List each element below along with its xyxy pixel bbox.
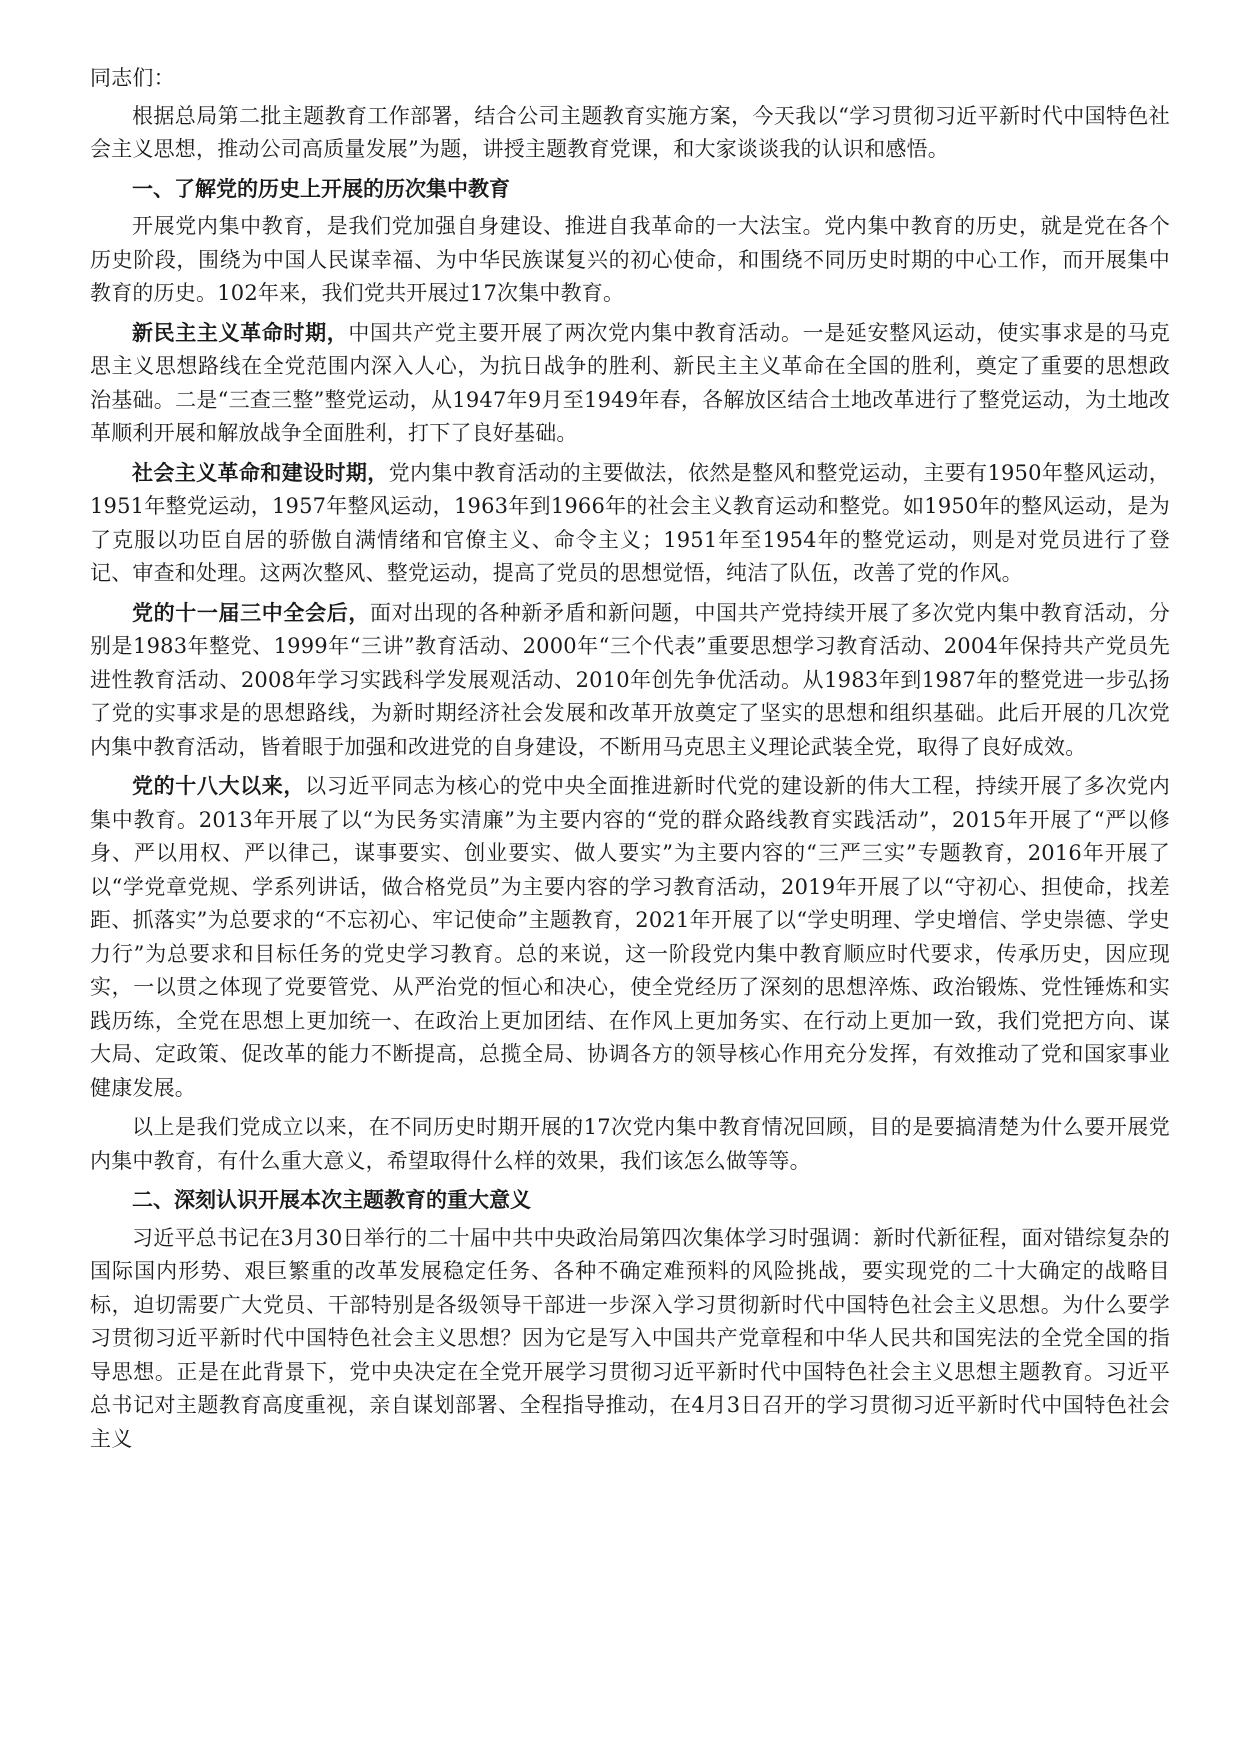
- paragraph: [90, 457, 1170, 591]
- paragraph: [90, 597, 1170, 765]
- paragraph-lead: 党的十一届三中全会后，: [132, 600, 370, 625]
- paragraph: [90, 770, 1170, 1105]
- paragraph: 开展党内集中教育，是我们党加强自身建设、推进自我革命的一大法宝。党内集中教育的历史，就是党在各个历史阶段，围绕为中国人民谋幸福、为中华民族谋复兴的初心使命，和围绕不同历史时期的中心工作，而开展集中教育的历史。102年来，我们党共开展过17次集中教育。: [90, 214, 1170, 305]
- paragraph-lead: 党的十八大以来，: [132, 774, 306, 798]
- paragraph-text: 面对出现的各种新矛盾和新问题，中国共产党持续开展了多次党内集中教育活动，分别是1983年整党、1999年“三讲”教育活动、2000年“三个代表”重要思想学习教育活动、2004年保持共产党员先进性教育活动、2008年学习实践科学发展观活动、2010年创先争优活动。从1983年到1987年的整党进一步弘扬了党的实事求是的思想路线，为新时期经济社会发展和改革开放奠定了坚实的思想和组织基础。此后开展的几次党内集中教育活动，皆着眼于加强和改进党的自身建设，不断用马克思主义理论武装全党，取得了良好成效。: [90, 600, 1170, 759]
- paragraph: [90, 317, 1170, 451]
- section-heading-2: 二、深刻认识开展本次主题教育的重大意义: [132, 1188, 531, 1212]
- paragraph-lead: 新民主主义革命时期，: [132, 320, 349, 345]
- section-heading-1: 一、了解党的历史上开展的历次集中教育: [132, 176, 510, 201]
- paragraph: 以上是我们党成立以来，在不同历史时期开展的17次党内集中教育情况回顾，目的是要搞清楚为什么要开展党内集中教育，有什么重大意义，希望取得什么样的效果，我们该怎么做等等。: [90, 1115, 1170, 1173]
- intro-paragraph: 根据总局第二批主题教育工作部署，结合公司主题教育实施方案，今天我以“学习贯彻习近平新时代中国特色社会主义思想，推动公司高质量发展”为题，讲授主题教育党课，和大家谈谈我的认识和感悟。: [90, 103, 1170, 161]
- salutation: 同志们：: [90, 66, 175, 90]
- paragraph-text: 以习近平同志为核心的党中央全面推进新时代党的建设新的伟大工程，持续开展了多次党内集中教育。2013年开展了以“为民务实清廉”为主要内容的“党的群众路线教育实践活动”，2015年开展了“严以修身、严以用权、严以律己，谋事要实、创业要实、做人要实”为主要内容的“三严三实”专题教育，2016年开展了以“学党章党规、学系列讲话，做合格党员”为主要内容的学习教育活动，2019年开展了以“守初心、担使命，找差距、抓落实”为总要求的“不忘初心、牢记使命”主题教育，2021年开展了以“学史明理、学史增信、学史崇德、学史力行”为总要求和目标任务的党史学习教育。总的来说，这一阶段党内集中教育顺应时代要求，传承历史，因应现实，一以贯之体现了党要管党、从严治党的恒心和决心，使全党经历了深刻的思想淬炼、政治锻炼、党性锤炼和实践历练，全党在思想上更加统一、在政治上更加团结、在作风上更加务实、在行动上更加一致，我们党把方向、谋大局、定政策、促改革的能力不断提高，总揽全局、协调各方的领导核心作用充分发挥，有效推动了党和国家事业健康发展。: [90, 774, 1170, 1100]
- paragraph-text: 党内集中教育活动的主要做法，依然是整风和整党运动，主要有1950年整风运动，1951年整党运动，1957年整风运动，1963年到1966年的社会主义教育运动和整党。如1950年的整风运动，是为了克服以功臣自居的骄傲自满情绪和官僚主义、命令主义；1951年至1954年的整党运动，则是对党员进行了登记、审查和处理。这两次整风、整党运动，提高了党员的思想觉悟，纯洁了队伍，改善了党的作风。: [90, 460, 1170, 585]
- paragraph: 习近平总书记在3月30日举行的二十届中共中央政治局第四次集体学习时强调：新时代新征程，面对错综复杂的国际国内形势、艰巨繁重的改革发展稳定任务、各种不确定难预料的风险挑战，要实现党的二十大确定的战略目标，迫切需要广大党员、干部特别是各级领导干部进一步深入学习贯彻新时代中国特色社会主义思想。为什么要学习贯彻习近平新时代中国特色社会主义思想？因为它是写入中国共产党章程和中华人民共和国宪法的全党全国的指导思想。正是在此背景下，党中央决定在全党开展学习贯彻习近平新时代中国特色社会主义思想主题教育。习近平总书记对主题教育高度重视，亲自谋划部署、全程指导推动，在4月3日召开的学习贯彻习近平新时代中国特色社会主义: [90, 1225, 1170, 1451]
- paragraph-lead: 社会主义革命和建设时期，: [132, 460, 389, 485]
- paragraph-text: 中国共产党主要开展了两次党内集中教育活动。一是延安整风运动，使实事求是的马克思主义思想路线在全党范围内深入人心，为抗日战争的胜利、新民主主义革命在全国的胜利，奠定了重要的思想政治基础。二是“三查三整”整党运动，从1947年9月至1949年春，各解放区结合土地改革进行了整党运动，为土地改革顺利开展和解放战争全面胜利，打下了良好基础。: [90, 320, 1170, 445]
- document-page: [90, 62, 1170, 1462]
